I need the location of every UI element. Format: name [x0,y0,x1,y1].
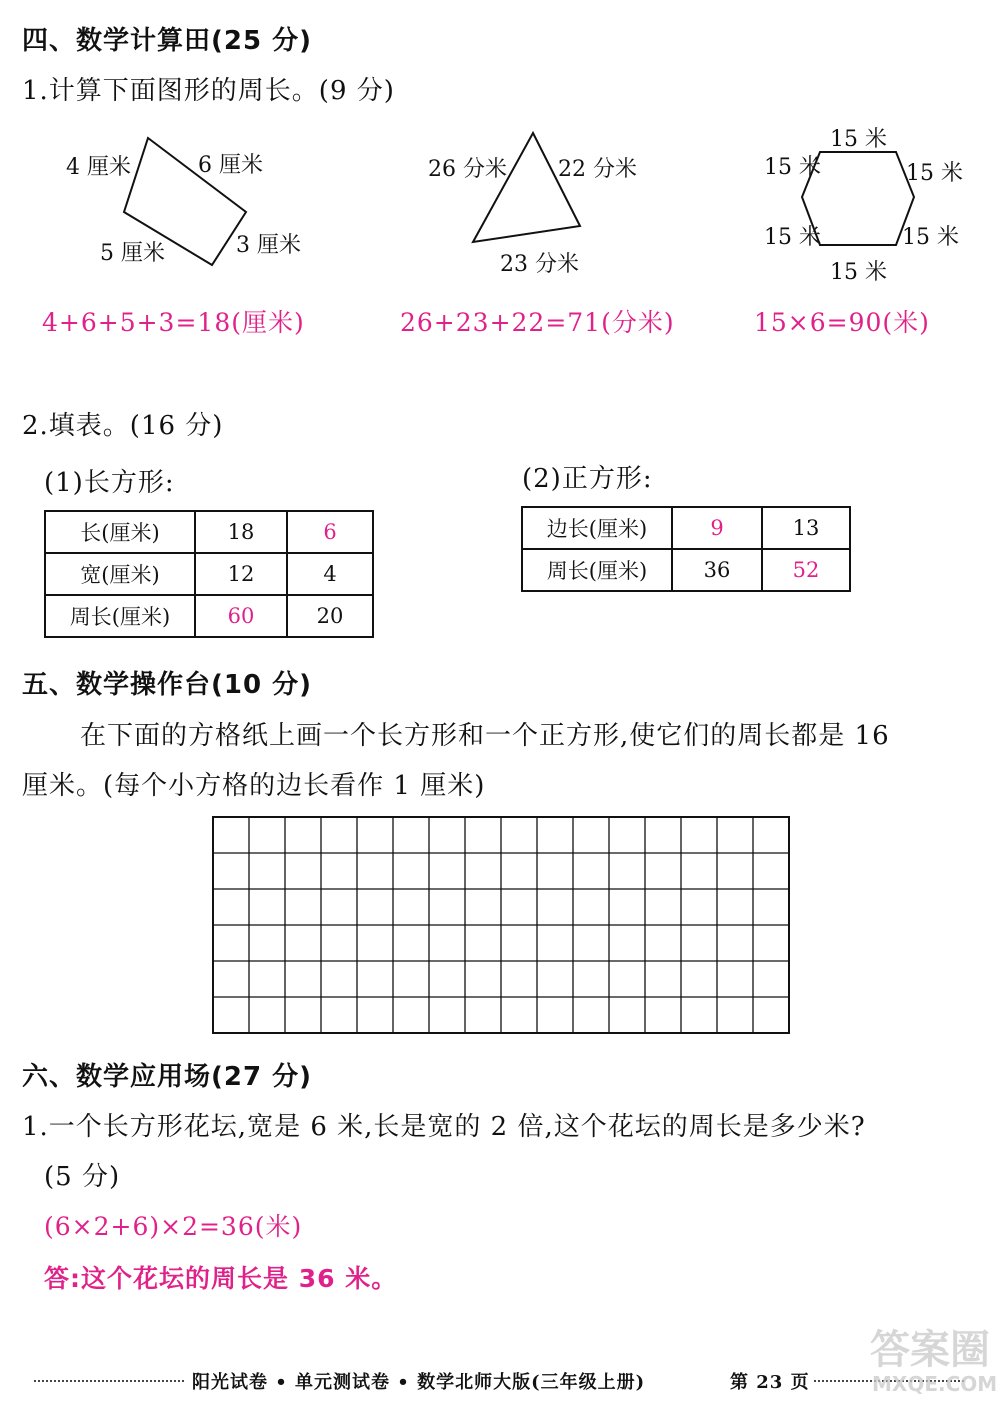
section-4-heading: 四、数学计算田(25 分) [22,26,312,56]
section-6-heading: 六、数学应用场(27 分) [22,1062,312,1092]
q2-prompt: 2.填表。(16 分) [22,411,224,441]
square-table [521,506,851,592]
rect-table-title: (1)长方形: [44,468,175,498]
table-cell: 12 [195,553,287,595]
table-cell-answer: 60 [195,595,287,637]
table-row [522,507,850,549]
shape3-label-top-left: 15 米 [764,155,821,180]
table-row [45,553,373,595]
shape2-answer: 26+23+22=71(分米) [400,308,675,337]
footer-dots-left [34,1380,184,1382]
footer-page-number: 第 23 页 [730,1372,810,1393]
grid-paper [212,816,790,1034]
table-row [45,595,373,637]
s6-q1-equation: (6×2+6)×2=36(米) [44,1212,303,1241]
shape2-label-left: 26 分米 [428,157,507,182]
shape1-label-right: 3 厘米 [236,233,301,258]
shape1-label-bottom: 5 厘米 [100,241,165,266]
table-cell-label: 边长(厘米) [522,507,672,549]
q1-prompt: 1.计算下面图形的周长。(9 分) [22,76,395,106]
table-cell: 36 [672,549,762,591]
shape3-answer: 15×6=90(米) [754,308,930,337]
table-cell-label: 宽(厘米) [45,553,195,595]
table-cell: 20 [287,595,373,637]
shape1-answer: 4+6+5+3=18(厘米) [42,308,305,337]
triangle-shape [473,133,580,242]
table-cell: 13 [762,507,850,549]
shape1-label-left: 4 厘米 [66,155,131,180]
shape3-label-bottom: 15 米 [830,260,887,285]
s6-q1-answer: 答:这个花坛的周长是 36 米。 [44,1264,398,1293]
shape3-label-bottom-right: 15 米 [902,225,959,250]
shape1-label-top: 6 厘米 [198,153,263,178]
table-cell: 4 [287,553,373,595]
rectangle-table [44,510,374,638]
section-5-line-2: 厘米。(每个小方格的边长看作 1 厘米) [22,771,486,801]
shape2-label-right: 22 分米 [558,157,637,182]
table-cell-label: 周长(厘米) [522,549,672,591]
s6-q1-points: (5 分) [44,1162,121,1192]
footer-text: 阳光试卷 • 单元测试卷 • 数学北师大版(三年级上册) [192,1372,646,1393]
section-5-heading: 五、数学操作台(10 分) [22,670,312,700]
table-cell-label: 周长(厘米) [45,595,195,637]
table-row [45,511,373,553]
shape3-label-top: 15 米 [830,127,887,152]
table-cell-answer: 6 [287,511,373,553]
table-cell-label: 长(厘米) [45,511,195,553]
table-cell-answer: 52 [762,549,850,591]
table-row [522,549,850,591]
shape2-label-bottom: 23 分米 [500,252,579,277]
s6-q1-prompt: 1.一个长方形花坛,宽是 6 米,长是宽的 2 倍,这个花坛的周长是多少米? [22,1112,866,1142]
square-table-title: (2)正方形: [522,464,653,494]
table-cell-answer: 9 [672,507,762,549]
shape3-label-top-right: 15 米 [906,161,963,186]
table-cell: 18 [195,511,287,553]
watermark-url: MXQE.COM [872,1372,998,1396]
shape3-label-bottom-left: 15 米 [764,225,821,250]
watermark-logo: 答案圈 [870,1327,990,1373]
section-5-line-1: 在下面的方格纸上画一个长方形和一个正方形,使它们的周长都是 16 [80,721,890,751]
